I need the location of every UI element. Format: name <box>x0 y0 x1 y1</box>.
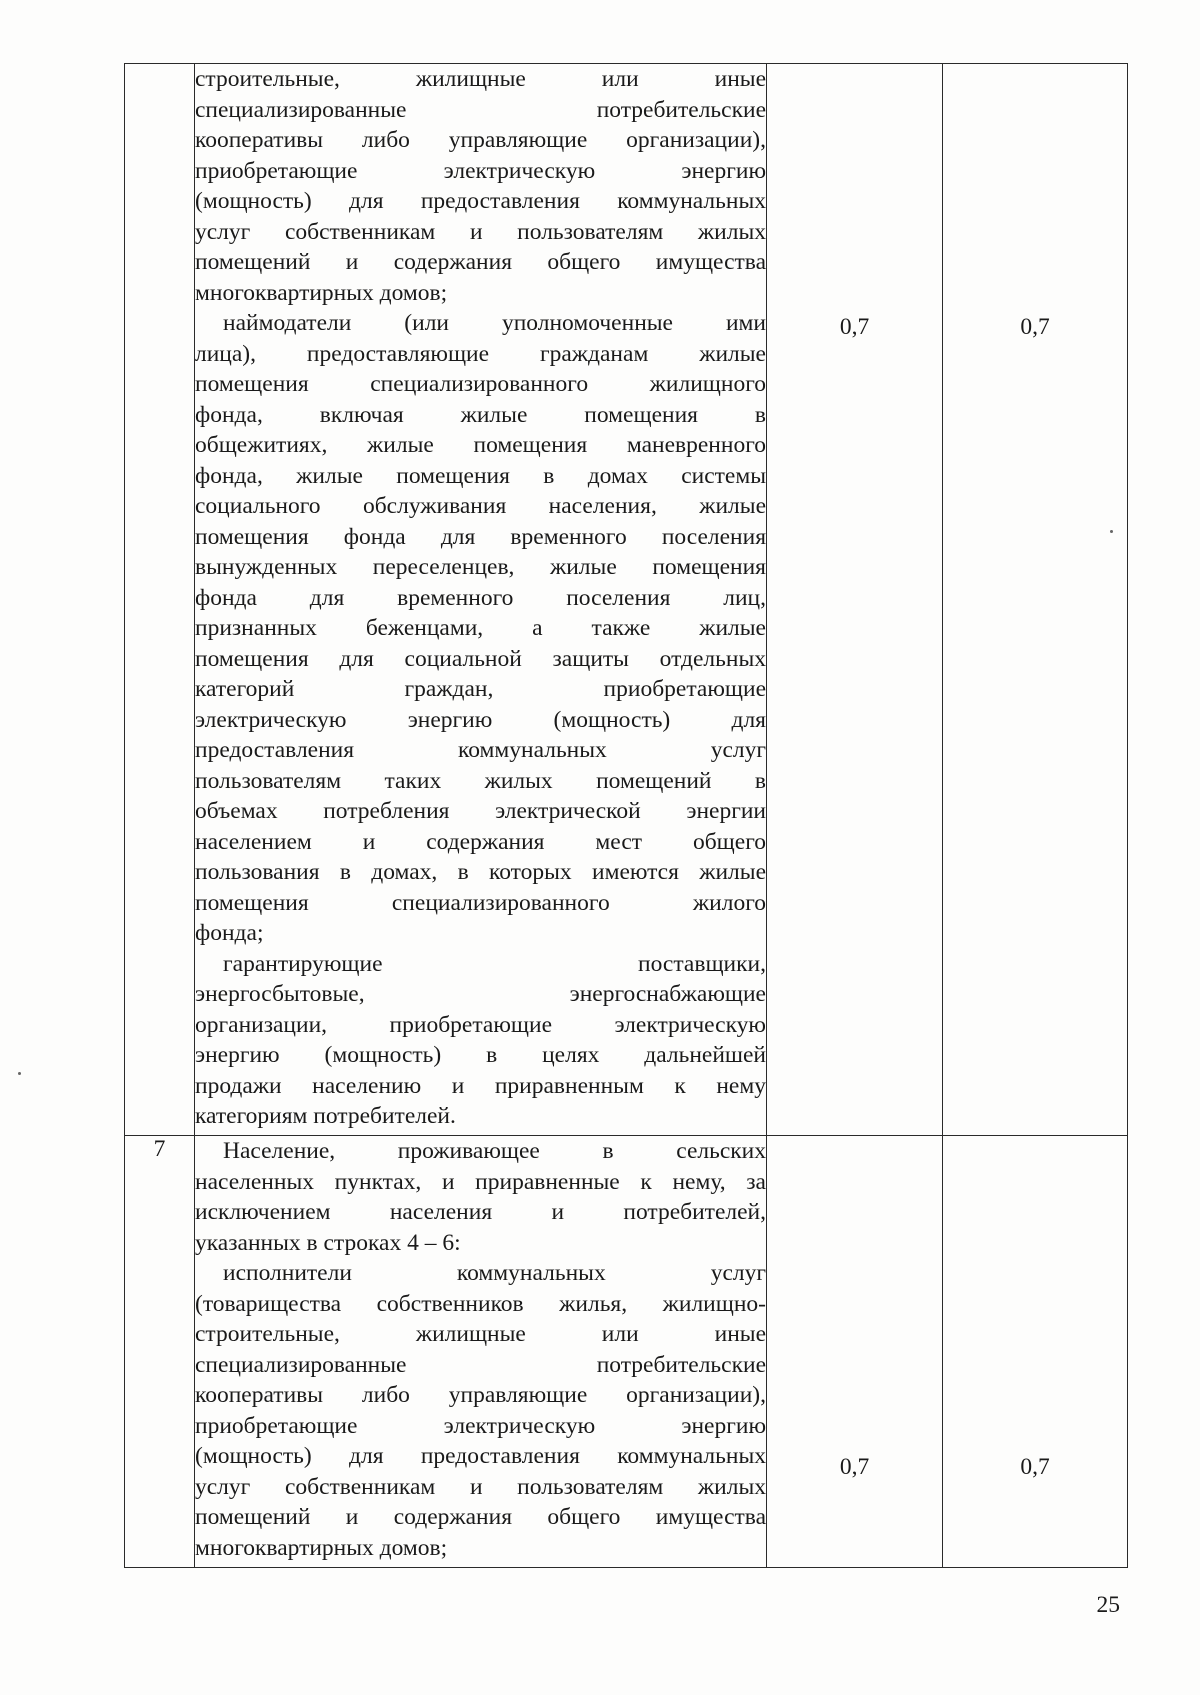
text-line: гарантирующие поставщики, <box>223 950 766 977</box>
text-line: фонда; <box>195 920 264 946</box>
text-line: населенных пунктах, и приравненные к нему, за <box>195 1168 766 1195</box>
text-line: пользователям таких жилых помещений в <box>195 767 766 794</box>
value-cell-2 <box>943 1136 1128 1568</box>
value-cell-1 <box>767 1136 943 1568</box>
text-line: указанных в строках 4 – 6: <box>195 1229 461 1256</box>
text-line: Население, проживающее в сельских <box>223 1138 766 1164</box>
text-line: исключением населения и потребителей, <box>195 1199 766 1225</box>
text-line: общежитиях, жилые помещения маневренного <box>195 432 766 458</box>
text-line: помещения специализированного жилого <box>195 889 766 916</box>
text-line: продажи населению и приравненным к нему <box>195 1072 766 1099</box>
row-number-cell: 7 <box>125 1136 195 1568</box>
text-line: пользования в домах, в которых имеются жилые <box>195 859 766 885</box>
text-line: вынужденных переселенцев, жилые помещения <box>195 554 766 580</box>
text-line: специализированные потребительские <box>195 1351 766 1378</box>
text-line: лица), предоставляющие гражданам жилые <box>195 340 766 367</box>
text-line: строительные, жилищные или иные <box>195 66 766 92</box>
text-line: помещений и содержания общего имущества <box>195 1504 766 1530</box>
text-line: категориям потребителей. <box>195 1103 456 1129</box>
coefficient-value: 0,7 <box>1020 314 1050 340</box>
text-line: приобретающие электрическую энергию <box>195 1412 766 1439</box>
coefficient-value: 0,7 <box>839 314 870 340</box>
text-line: (мощность) для предоставления коммунальных <box>195 188 766 214</box>
text-line: фонда, жилые помещения в домах системы <box>195 462 766 489</box>
page-number: 25 <box>1096 1592 1120 1618</box>
text-line: энергию (мощность) в целях дальнейшей <box>195 1042 766 1068</box>
row-number-cell <box>125 64 195 1136</box>
text-line: приобретающие электрическую энергию <box>195 157 766 184</box>
text-line: многоквартирных домов; <box>195 1534 448 1561</box>
text-line: энергосбытовые, энергоснабжающие <box>195 981 766 1007</box>
row-description-cell <box>195 1136 767 1568</box>
text-line: фонда для временного поселения лиц, <box>195 584 766 611</box>
tariff-table <box>124 63 1128 1568</box>
text-line: исполнители коммунальных услуг <box>223 1260 766 1286</box>
coefficient-value: 0,7 <box>1020 1454 1050 1480</box>
scan-speck <box>1110 530 1113 533</box>
table-row <box>125 64 1128 1136</box>
text-line: объемах потребления электрической энергии <box>195 798 766 824</box>
value-cell-1 <box>767 64 943 1136</box>
table-row <box>125 1136 1128 1568</box>
scan-speck <box>18 1072 21 1075</box>
text-line: признанных беженцами, а также жилые <box>195 615 766 641</box>
text-line: строительные, жилищные или иные <box>195 1321 766 1347</box>
text-line: (товарищества собственников жилья, жилищно- <box>195 1290 766 1317</box>
text-line: организации, приобретающие электрическую <box>195 1011 766 1038</box>
text-line: услуг собственникам и пользователям жилых <box>195 1473 766 1500</box>
text-line: электрическую энергию (мощность) для <box>195 706 766 733</box>
text-line: категорий граждан, приобретающие <box>195 676 766 702</box>
text-line: кооперативы либо управляющие организации), <box>195 127 766 153</box>
text-line: кооперативы либо управляющие организации), <box>195 1382 766 1408</box>
text-line: предоставления коммунальных услуг <box>195 737 766 763</box>
text-line: помещений и содержания общего имущества <box>195 249 766 275</box>
text-line: населением и содержания мест общего <box>195 828 766 855</box>
value-cell-2 <box>943 64 1128 1136</box>
text-line: многоквартирных домов; <box>195 279 448 306</box>
text-line: помещения фонда для временного поселения <box>195 523 766 550</box>
text-line: социального обслуживания населения, жилые <box>195 493 766 519</box>
text-line: фонда, включая жилые помещения в <box>195 401 766 428</box>
coefficient-value: 0,7 <box>839 1454 870 1480</box>
text-line: специализированные потребительские <box>195 96 766 123</box>
text-line: помещения для социальной защиты отдельных <box>195 645 766 672</box>
row-description-cell <box>195 64 767 1136</box>
text-line: (мощность) для предоставления коммунальных <box>195 1443 766 1469</box>
text-line: услуг собственникам и пользователям жилых <box>195 218 766 245</box>
text-line: помещения специализированного жилищного <box>195 371 766 397</box>
text-line: наймодатели (или уполномоченные ими <box>223 310 766 336</box>
